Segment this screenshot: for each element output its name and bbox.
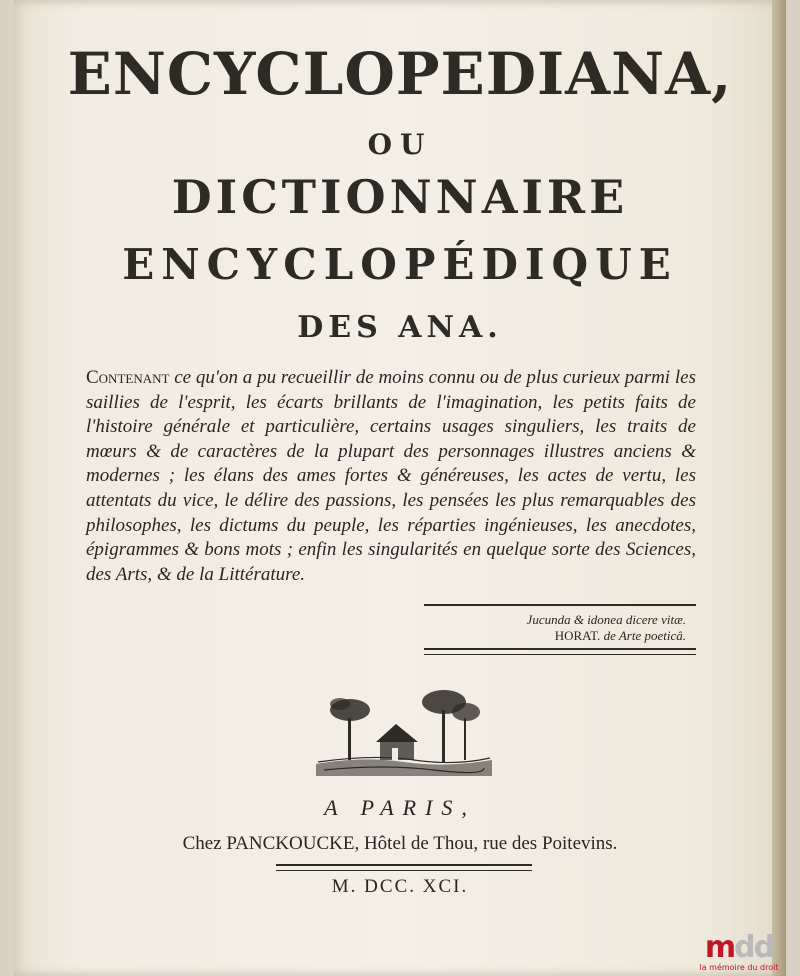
imprint-publisher: Chez PANCKOUCKE, Hôtel de Thou, rue des Poitevins. xyxy=(182,833,618,854)
title-conjunction: OU xyxy=(367,128,433,161)
title-page xyxy=(14,0,786,976)
landscape-vignette-icon xyxy=(314,684,494,780)
epigraph-top-rule xyxy=(424,604,696,606)
imprint-date: M. DCC. XCI. xyxy=(331,876,469,897)
main-title: ENCYCLOPEDIANA, xyxy=(67,40,733,108)
epigraph-bottom-rule xyxy=(424,648,696,655)
description-lead: Contenant xyxy=(86,367,170,388)
mdd-logo-mark: mdd xyxy=(704,930,774,965)
mdd-logo xyxy=(694,930,784,972)
epigraph-source: de Arte poeticâ. xyxy=(603,628,686,643)
description-paragraph xyxy=(86,366,696,587)
title-dictionnaire: DICTIONNAIRE xyxy=(171,170,629,224)
description-text: ce qu'on a pu recueillir de moins connu ou de plus curieux parmi les saillies de l'esprit, les écarts brillants de l'imagination, les petits faits de l'histoire générale et particulière, certains usages singuliers, les traits de mœurs & de caractères de la plupart des personnages illustres anciens & modernes ; les élans des ames fortes & généreuses, les actes de vertu, les attentats du vice, le délire des passions, les pensées les plus remarquables des philosophes, les dictums du peuple, les réparties ingénieuses, les anecdotes, épigrammes & bons mots ; enfin les singularités en quelque sorte des Sciences, des Arts, & de la Littérature. xyxy=(86,367,696,585)
epigraph-attribution xyxy=(555,628,686,644)
imprint-rule xyxy=(276,864,532,871)
title-des-ana: DES ANA. xyxy=(297,310,503,345)
epigraph-author: HORAT. xyxy=(554,628,601,643)
mdd-logo-tagline: la mémoire du droit xyxy=(699,963,779,972)
title-encyclopedique: ENCYCLOPÉDIQUE xyxy=(122,240,678,289)
imprint-place: A PARIS, xyxy=(324,795,476,820)
epigraph-quote: Jucunda & idonea dicere vitæ. xyxy=(526,612,686,627)
